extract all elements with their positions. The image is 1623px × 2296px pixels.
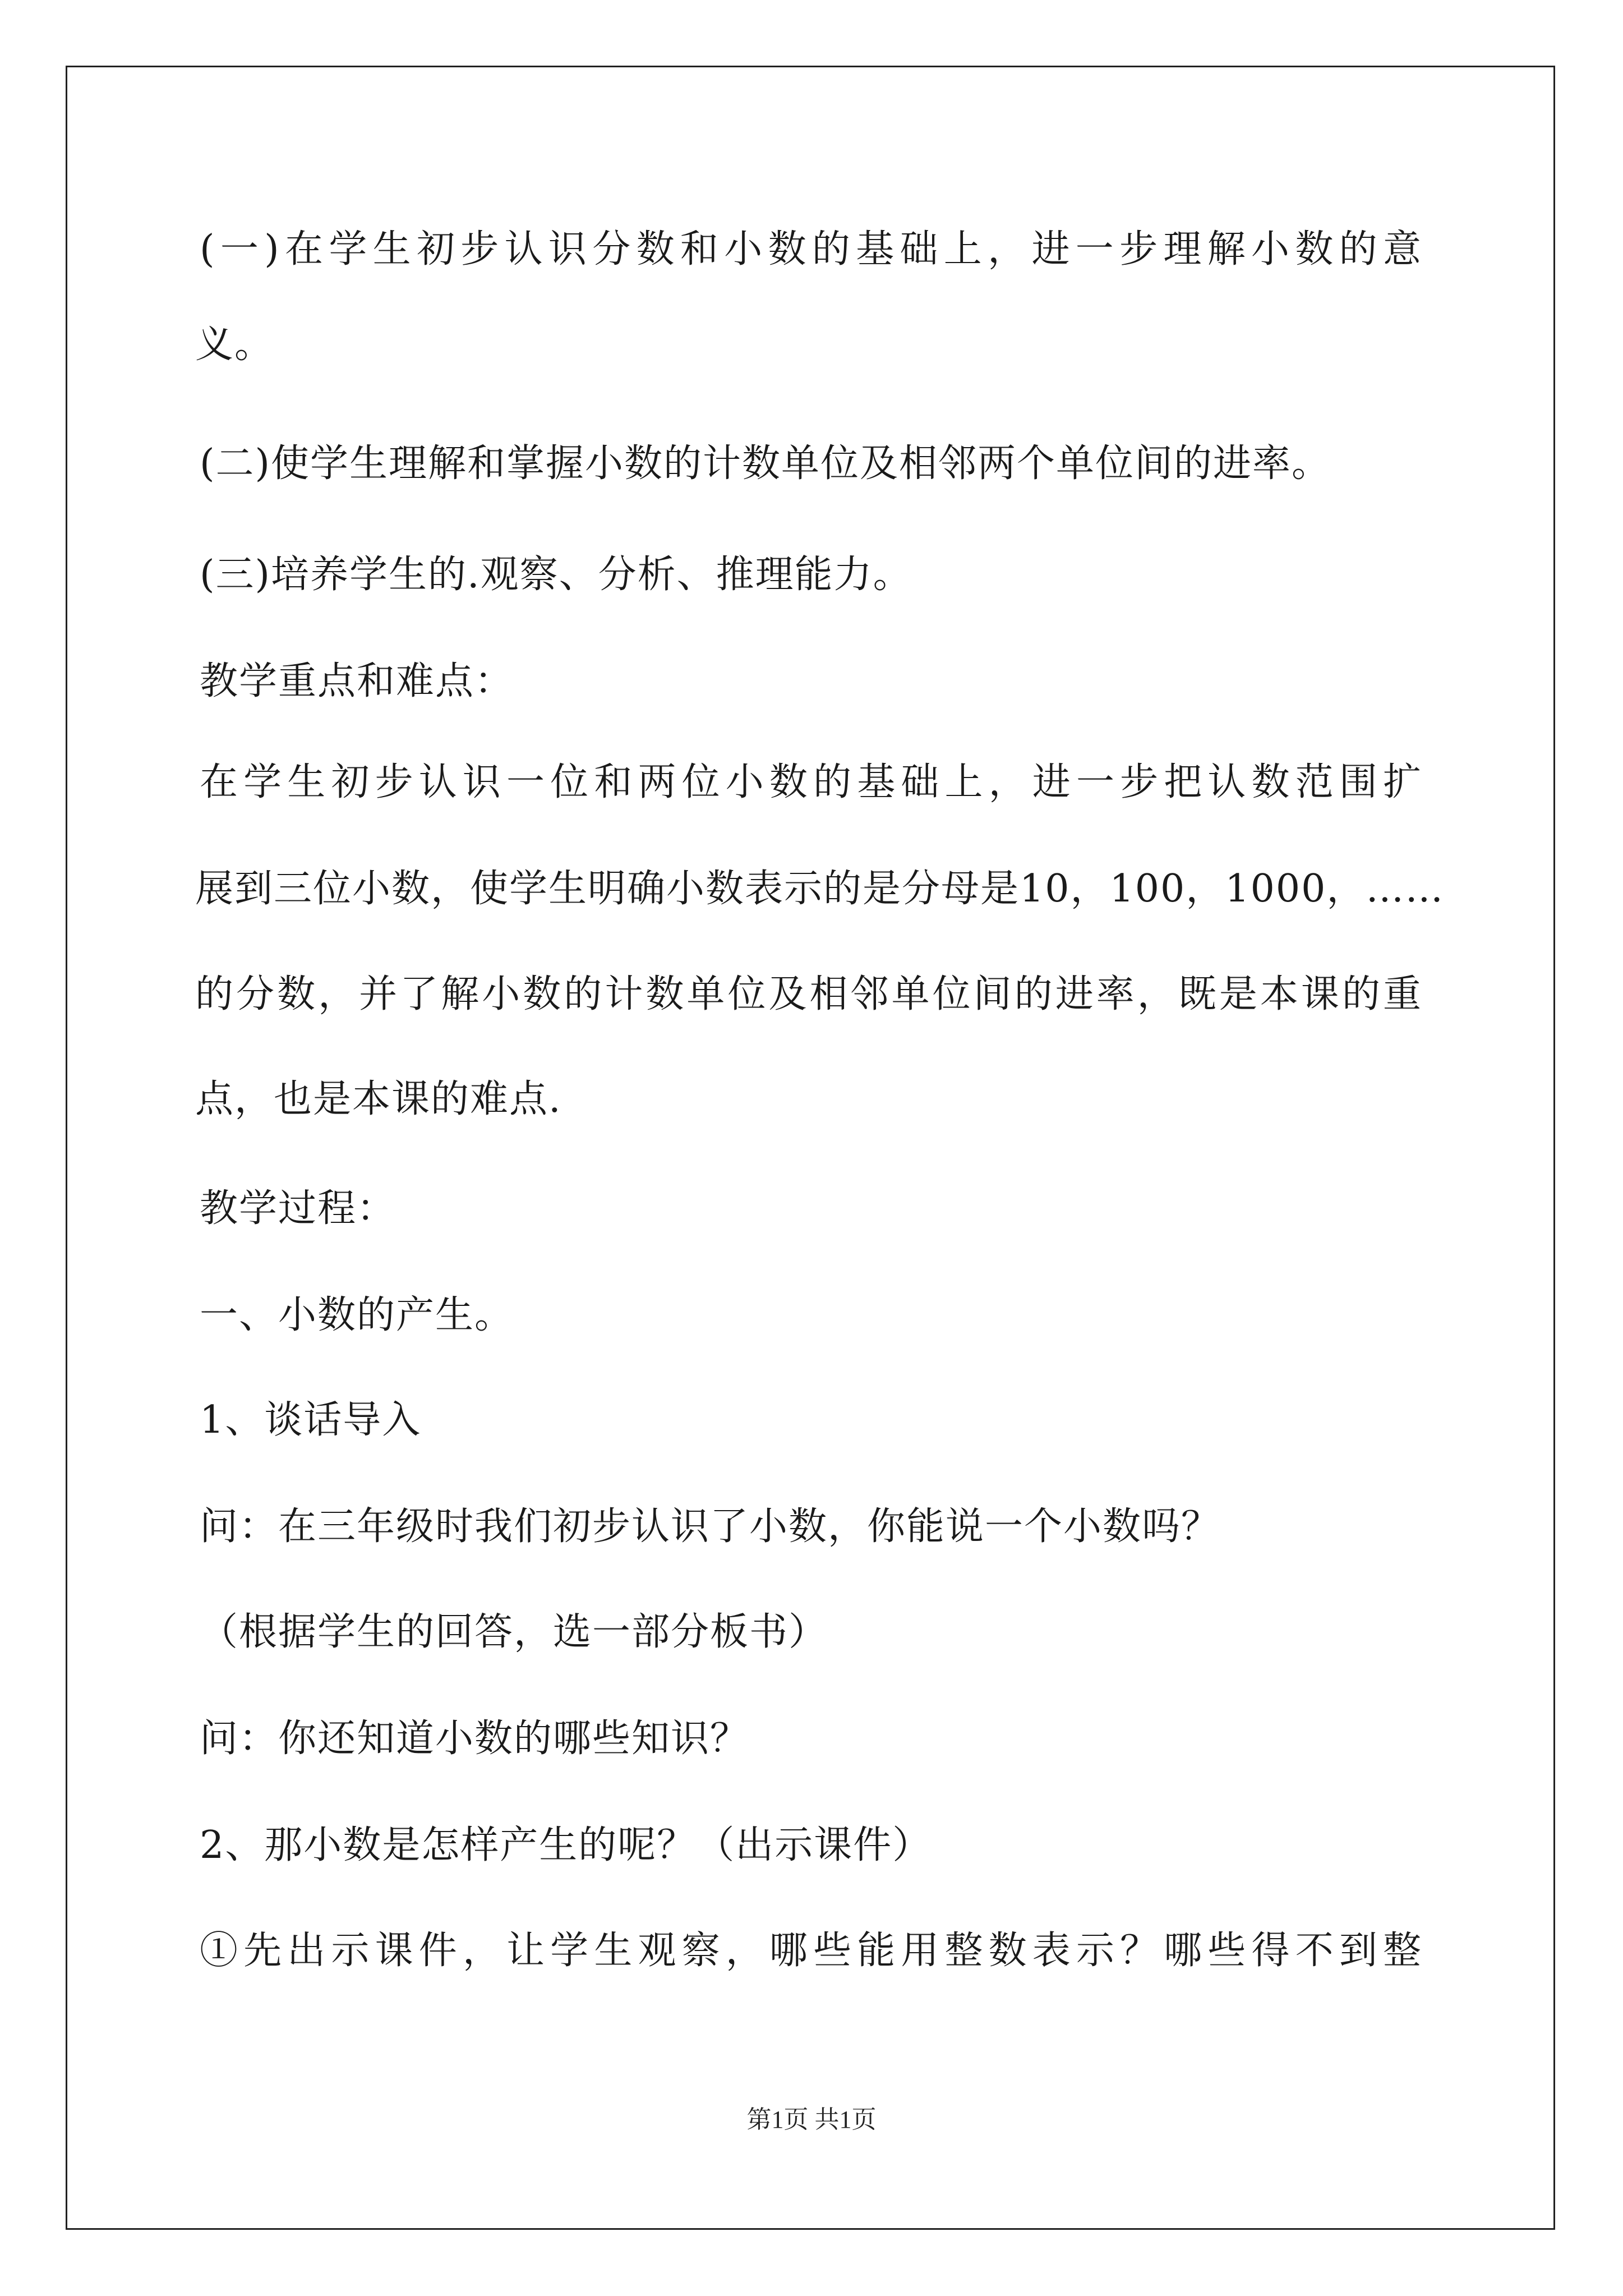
paragraph-line: 点，也是本课的难点. <box>195 1077 562 1121</box>
paragraph-line: 展到三位小数，使学生明确小数表示的是分母是10，100，1000，…… <box>195 867 1445 911</box>
paragraph-line: (一)在学生初步认识分数和小数的基础上，进一步理解小数的意 <box>200 227 1422 272</box>
paragraph-line: 一、小数的产生。 <box>200 1293 514 1337</box>
paragraph-line: 2、那小数是怎样产生的呢？（出示课件） <box>200 1823 932 1867</box>
paragraph-line: (三)培养学生的.观察、分析、推理能力。 <box>200 553 912 597</box>
paragraph-line: 的分数，并了解小数的计数单位及相邻单位间的进率，既是本课的重 <box>195 972 1422 1016</box>
paragraph-line: 在学生初步认识一位和两位小数的基础上，进一步把认数范围扩 <box>200 760 1422 804</box>
paragraph-line: (二)使学生理解和掌握小数的计数单位及相邻两个单位间的进率。 <box>200 441 1331 486</box>
section-heading: 教学过程： <box>200 1186 396 1231</box>
paragraph-line: ①先出示课件，让学生观察，哪些能用整数表示？哪些得不到整 <box>200 1929 1422 1973</box>
section-heading: 教学重点和难点： <box>200 659 514 703</box>
page-number-footer: 第1页 共1页 <box>746 2106 877 2133</box>
paragraph-line: 问：在三年级时我们初步认识了小数，你能说一个小数吗？ <box>200 1504 1221 1549</box>
page-border <box>66 66 1555 2230</box>
paragraph-line: （根据学生的回答，选一部分板书） <box>200 1610 828 1654</box>
paragraph-line: 问：你还知道小数的哪些知识？ <box>200 1717 750 1761</box>
paragraph-line: 1、谈话导入 <box>200 1398 422 1442</box>
paragraph-line: 义。 <box>195 323 274 367</box>
